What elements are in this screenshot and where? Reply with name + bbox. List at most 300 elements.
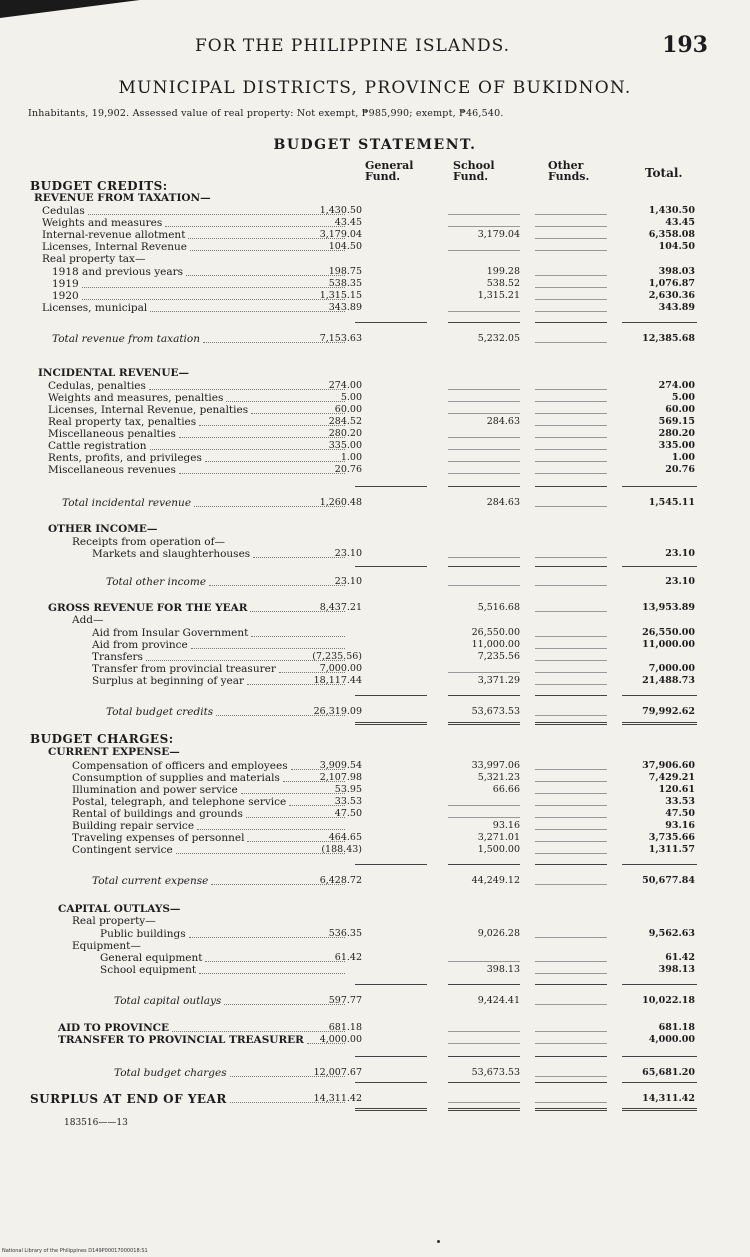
column-rule	[622, 722, 697, 725]
table-row	[0, 651, 750, 663]
blank-cell	[535, 473, 607, 474]
general-fund-value: 23.10	[334, 576, 362, 587]
row-label: Real property tax—	[42, 253, 146, 265]
general-fund-value: 5.00	[340, 392, 362, 403]
total-value: 10,022.18	[642, 995, 695, 1006]
general-fund-value: 20.76	[334, 464, 362, 475]
row-label: Cedulas	[42, 205, 85, 217]
school-fund-value: 9,424.41	[477, 995, 520, 1006]
total-value: 43.45	[665, 217, 695, 228]
leader-dots	[197, 829, 345, 830]
table-row	[0, 367, 750, 379]
row-label: Internal-revenue allotment	[42, 229, 186, 241]
blank-cell	[535, 437, 607, 438]
school-fund-value: 5,516.68	[477, 602, 520, 613]
column-rule	[355, 695, 427, 696]
blank-cell	[535, 275, 607, 276]
total-value: 2,630.36	[648, 290, 695, 301]
blank-cell	[448, 585, 520, 586]
column-rule	[448, 322, 520, 323]
general-fund-value: 7,000.00	[319, 663, 362, 674]
table-row	[0, 784, 750, 796]
total-value: 11,000.00	[642, 639, 695, 650]
blank-cell	[535, 585, 607, 586]
general-fund-value: 53.95	[334, 784, 362, 795]
total-value: 5.00	[671, 392, 695, 403]
blank-cell	[535, 805, 607, 806]
general-fund-value: 104.50	[328, 241, 362, 252]
row-label: Building repair service	[72, 820, 195, 832]
general-fund-value: 4,000.00	[319, 1034, 362, 1045]
row-label: Postal, telegraph, and telephone service	[72, 796, 287, 808]
row-label: Transfer from provincial treasurer	[92, 663, 276, 675]
table-row	[0, 875, 750, 887]
general-fund-value: 538.35	[328, 278, 362, 289]
blank-cell	[535, 1004, 607, 1005]
general-fund-value: 274.00	[328, 380, 362, 391]
total-value: 335.00	[658, 440, 695, 451]
column-rule	[535, 1082, 607, 1083]
blank-cell	[535, 425, 607, 426]
total-value: 12,385.68	[642, 333, 695, 344]
general-fund-value: 464.65	[328, 832, 362, 843]
row-label: Total current expense	[92, 875, 209, 887]
table-row	[0, 952, 750, 964]
blank-cell	[448, 389, 520, 390]
blank-cell	[448, 1102, 520, 1103]
blank-cell	[535, 660, 607, 661]
table-row	[0, 675, 750, 687]
blank-cell	[448, 461, 520, 462]
row-label: Licenses, Internal Revenue, penalties	[48, 404, 249, 416]
row-label: Rental of buildings and grounds	[72, 808, 243, 820]
blank-cell	[535, 817, 607, 818]
blank-cell	[535, 1043, 607, 1044]
table-row	[0, 844, 750, 856]
column-rule	[622, 1056, 697, 1057]
total-value: 398.13	[658, 964, 695, 975]
row-label: Markets and slaughterhouses	[92, 548, 251, 560]
table-row	[0, 915, 750, 927]
column-rule	[535, 722, 607, 725]
table-row	[0, 290, 750, 302]
table-row	[0, 380, 750, 392]
total-value: 681.18	[658, 1022, 695, 1033]
table-row	[0, 602, 750, 614]
row-label: OTHER INCOME—	[48, 523, 158, 535]
budget-title: BUDGET STATEMENT.	[273, 137, 477, 153]
column-header-total: Total.	[645, 166, 683, 180]
row-label: 1920	[52, 290, 79, 302]
table-row	[0, 404, 750, 416]
row-label: Licenses, Internal Revenue	[42, 241, 187, 253]
school-fund-value: 53,673.53	[471, 1067, 520, 1078]
table-row	[0, 733, 750, 745]
blank-cell	[535, 611, 607, 612]
row-label: CAPITAL OUTLAYS—	[58, 903, 181, 915]
row-label: Consumption of supplies and materials	[72, 772, 280, 784]
total-value: 20.76	[665, 464, 695, 475]
general-fund-value: 12,007.67	[313, 1067, 362, 1078]
column-rule	[622, 1082, 697, 1083]
total-value: 343.89	[658, 302, 695, 313]
blank-cell	[535, 1076, 607, 1077]
general-fund-value: 2,107.98	[319, 772, 362, 783]
blank-cell	[448, 413, 520, 414]
table-row	[0, 808, 750, 820]
table-row	[0, 180, 750, 192]
blank-cell	[535, 648, 607, 649]
blank-cell	[535, 506, 607, 507]
school-fund-value: 11,000.00	[471, 639, 520, 650]
row-label: 1918 and previous years	[52, 266, 184, 278]
table-row	[0, 217, 750, 229]
column-rule	[535, 984, 607, 985]
row-label: Add—	[72, 614, 104, 626]
table-row	[0, 440, 750, 452]
row-label: Contingent service	[72, 844, 173, 856]
table-row	[0, 464, 750, 476]
blank-cell	[535, 250, 607, 251]
general-fund-value: 8,437.21	[319, 602, 362, 613]
school-fund-value: 398.13	[486, 964, 520, 975]
column-rule	[448, 486, 520, 487]
school-fund-value: 26,550.00	[471, 627, 520, 638]
blank-cell	[535, 449, 607, 450]
total-value: 3,735.66	[648, 832, 695, 843]
table-row	[0, 706, 750, 718]
general-fund-value: 597.77	[328, 995, 362, 1006]
blank-cell	[448, 449, 520, 450]
blank-cell	[535, 214, 607, 215]
blank-cell	[535, 636, 607, 637]
total-value: 569.15	[658, 416, 695, 427]
blank-cell	[448, 1031, 520, 1032]
table-row	[0, 964, 750, 976]
inhabitants-line: Inhabitants, 19,902. Assessed value of real property: Not exempt, ₱985,990; exempt, ₱46,540.	[28, 108, 504, 119]
table-row	[0, 253, 750, 265]
row-label: AID TO PROVINCE	[58, 1022, 170, 1034]
school-fund-value: 33,997.06	[471, 760, 520, 771]
blank-cell	[535, 684, 607, 685]
table-row	[0, 266, 750, 278]
general-fund-value: 23.10	[334, 548, 362, 559]
column-rule	[535, 864, 607, 865]
blank-cell	[535, 961, 607, 962]
school-fund-value: 44,249.12	[471, 875, 520, 886]
general-fund-value: 280.20	[328, 428, 362, 439]
total-value: 37,906.60	[642, 760, 695, 771]
row-label: BUDGET CREDITS:	[30, 179, 168, 193]
column-header-school: School Fund.	[453, 159, 495, 183]
column-rule	[622, 695, 697, 696]
table-row	[0, 548, 750, 560]
general-fund-value: 18,117.44	[313, 675, 362, 686]
school-fund-value: 66.66	[492, 784, 520, 795]
table-row	[0, 205, 750, 217]
column-rule	[448, 984, 520, 985]
table-row	[0, 416, 750, 428]
table-row	[0, 772, 750, 784]
general-fund-value: 284.52	[328, 416, 362, 427]
blank-cell	[535, 715, 607, 716]
blank-cell	[535, 238, 607, 239]
table-row	[0, 903, 750, 915]
blank-cell	[448, 226, 520, 227]
table-row	[0, 1067, 750, 1079]
total-value: 398.03	[658, 266, 695, 277]
table-row	[0, 639, 750, 651]
column-rule	[355, 864, 427, 865]
total-value: 26,550.00	[642, 627, 695, 638]
row-label: 1919	[52, 278, 79, 290]
row-label: Compensation of officers and employees	[72, 760, 288, 772]
row-label: Miscellaneous penalties	[48, 428, 176, 440]
blank-cell	[448, 817, 520, 818]
school-fund-value: 199.28	[486, 266, 520, 277]
blank-cell	[448, 557, 520, 558]
blank-cell	[448, 961, 520, 962]
general-fund-value: 26,319.09	[313, 706, 362, 717]
general-fund-value: 3,179.04	[319, 229, 362, 240]
column-rule	[448, 1108, 520, 1111]
column-rule	[448, 1082, 520, 1083]
column-rule	[535, 486, 607, 487]
leader-dots	[251, 636, 345, 637]
general-fund-value: 6,428.72	[319, 875, 362, 886]
column-rule	[448, 566, 520, 567]
row-label: Real property—	[72, 915, 156, 927]
table-row	[0, 452, 750, 464]
blank-cell	[535, 853, 607, 854]
blank-cell	[535, 829, 607, 830]
total-value: 1,076.87	[648, 278, 695, 289]
column-rule	[355, 1082, 427, 1083]
column-rule	[355, 1108, 427, 1111]
row-label: Total budget charges	[114, 1067, 227, 1079]
table-row	[0, 1093, 750, 1105]
total-value: 1,545.11	[648, 497, 695, 508]
column-rule	[535, 566, 607, 567]
school-fund-value: 538.52	[486, 278, 520, 289]
total-value: 4,000.00	[648, 1034, 695, 1045]
blank-cell	[535, 413, 607, 414]
blank-cell	[535, 672, 607, 673]
column-header-general: General Fund.	[365, 159, 414, 183]
row-label: Equipment—	[72, 940, 141, 952]
table-row	[0, 760, 750, 772]
row-label: General equipment	[100, 952, 203, 964]
column-rule	[622, 322, 697, 323]
general-fund-value: 43.45	[334, 217, 362, 228]
row-label: Transfers	[92, 651, 143, 663]
table-row	[0, 523, 750, 535]
page-number: 193	[662, 32, 708, 58]
total-value: 280.20	[658, 428, 695, 439]
row-label: Miscellaneous revenues	[48, 464, 176, 476]
blank-cell	[535, 389, 607, 390]
running-title: FOR THE PHILIPPINE ISLANDS.	[195, 36, 511, 56]
blank-cell	[535, 1031, 607, 1032]
general-fund-value: 1,260.48	[319, 497, 362, 508]
blank-cell	[535, 311, 607, 312]
general-fund-value: 33.53	[334, 796, 362, 807]
row-label: Surplus at beginning of year	[92, 675, 245, 687]
row-label: Illumination and power service	[72, 784, 238, 796]
column-rule	[355, 722, 427, 725]
column-rule	[448, 722, 520, 725]
row-label: Cedulas, penalties	[48, 380, 146, 392]
column-rule	[622, 1108, 697, 1111]
column-rule	[622, 486, 697, 487]
column-header-other: Other Funds.	[548, 159, 590, 183]
blank-cell	[535, 793, 607, 794]
general-fund-value: 343.89	[328, 302, 362, 313]
school-fund-value: 284.63	[486, 416, 520, 427]
leader-dots	[191, 648, 345, 649]
blank-cell	[535, 884, 607, 885]
row-label: CURRENT EXPENSE—	[48, 746, 180, 758]
school-fund-value: 9,026.28	[477, 928, 520, 939]
table-row	[0, 333, 750, 345]
general-fund-value: (188.43)	[321, 844, 362, 855]
scan-stamp: National Library of the Philippines D149P00017000018:S1	[2, 1248, 148, 1254]
column-rule	[355, 322, 427, 323]
general-fund-value: 47.50	[334, 808, 362, 819]
column-rule	[448, 1056, 520, 1057]
blank-cell	[535, 226, 607, 227]
row-label: Public buildings	[100, 928, 186, 940]
blank-cell	[535, 973, 607, 974]
row-label: Weights and measures	[42, 217, 163, 229]
school-fund-value: 3,371.29	[477, 675, 520, 686]
school-fund-value: 3,271.01	[477, 832, 520, 843]
general-fund-value: 1,430.50	[319, 205, 362, 216]
school-fund-value: 7,235.56	[477, 651, 520, 662]
total-value: 1,311.57	[648, 844, 695, 855]
school-fund-value: 53,673.53	[471, 706, 520, 717]
total-value: 61.42	[665, 952, 695, 963]
total-value: 274.00	[658, 380, 695, 391]
blank-cell	[535, 841, 607, 842]
general-fund-value: 681.18	[328, 1022, 362, 1033]
total-value: 79,992.62	[642, 706, 695, 717]
table-row	[0, 1022, 750, 1034]
row-label: Traveling expenses of personnel	[72, 832, 245, 844]
blank-cell	[535, 342, 607, 343]
table-row	[0, 241, 750, 253]
table-row	[0, 614, 750, 626]
total-value: 33.53	[665, 796, 695, 807]
column-rule	[355, 566, 427, 567]
school-fund-value: 284.63	[486, 497, 520, 508]
total-value: 93.16	[665, 820, 695, 831]
blank-cell	[448, 672, 520, 673]
total-value: 14,311.42	[642, 1093, 695, 1104]
school-fund-value: 1,315.21	[477, 290, 520, 301]
column-rule	[622, 566, 697, 567]
district-title: MUNICIPAL DISTRICTS, PROVINCE OF BUKIDNON.	[118, 78, 632, 98]
table-row	[0, 627, 750, 639]
school-fund-value: 5,232.05	[477, 333, 520, 344]
column-rule	[622, 864, 697, 865]
blank-cell	[448, 473, 520, 474]
total-value: 23.10	[665, 576, 695, 587]
row-label: Licenses, municipal	[42, 302, 148, 314]
row-label: Aid from Insular Government	[92, 627, 249, 639]
table-row	[0, 820, 750, 832]
row-label: INCIDENTAL REVENUE—	[38, 367, 190, 379]
general-fund-value: 60.00	[334, 404, 362, 415]
column-rule	[535, 1108, 607, 1111]
blank-cell	[535, 299, 607, 300]
total-value: 6,358.08	[648, 229, 695, 240]
column-rule	[355, 984, 427, 985]
blank-cell	[448, 214, 520, 215]
column-rule	[448, 864, 520, 865]
table-row	[0, 302, 750, 314]
column-rule	[355, 1056, 427, 1057]
leader-dots	[199, 973, 345, 974]
total-value: 23.10	[665, 548, 695, 559]
column-rule	[355, 486, 427, 487]
table-row	[0, 663, 750, 675]
row-label: Total other income	[106, 576, 207, 588]
general-fund-value: 61.42	[334, 952, 362, 963]
column-rule	[622, 984, 697, 985]
scan-speck	[437, 1240, 440, 1243]
blank-cell	[448, 311, 520, 312]
total-value: 7,429.21	[648, 772, 695, 783]
general-fund-value: 7,153.63	[319, 333, 362, 344]
row-label: Cattle registration	[48, 440, 147, 452]
row-label: Receipts from operation of—	[72, 536, 226, 548]
table-row	[0, 278, 750, 290]
table-row	[0, 497, 750, 509]
table-row	[0, 940, 750, 952]
general-fund-value: (7,235.56)	[312, 651, 362, 662]
row-label: Total revenue from taxation	[52, 333, 200, 345]
blank-cell	[535, 461, 607, 462]
table-row	[0, 928, 750, 940]
column-rule	[448, 695, 520, 696]
row-label: Weights and measures, penalties	[48, 392, 224, 404]
school-fund-value: 93.16	[492, 820, 520, 831]
table-row	[0, 536, 750, 548]
table-row	[0, 192, 750, 204]
table-row	[0, 995, 750, 1007]
blank-cell	[535, 401, 607, 402]
table-row	[0, 746, 750, 758]
total-value: 47.50	[665, 808, 695, 819]
school-fund-value: 5,321.23	[477, 772, 520, 783]
table-row	[0, 428, 750, 440]
column-rule	[535, 695, 607, 696]
total-value: 21,488.73	[642, 675, 695, 686]
general-fund-value: 1.00	[340, 452, 362, 463]
table-row	[0, 832, 750, 844]
total-value: 9,562.63	[648, 928, 695, 939]
blank-cell	[535, 287, 607, 288]
row-label: School equipment	[100, 964, 197, 976]
general-fund-value: 536.35	[328, 928, 362, 939]
blank-cell	[535, 1102, 607, 1103]
general-fund-value: 198.75	[328, 266, 362, 277]
table-row	[0, 392, 750, 404]
row-label: Total budget credits	[106, 706, 214, 718]
row-label: BUDGET CHARGES:	[30, 732, 174, 746]
total-value: 65,681.20	[642, 1067, 695, 1078]
